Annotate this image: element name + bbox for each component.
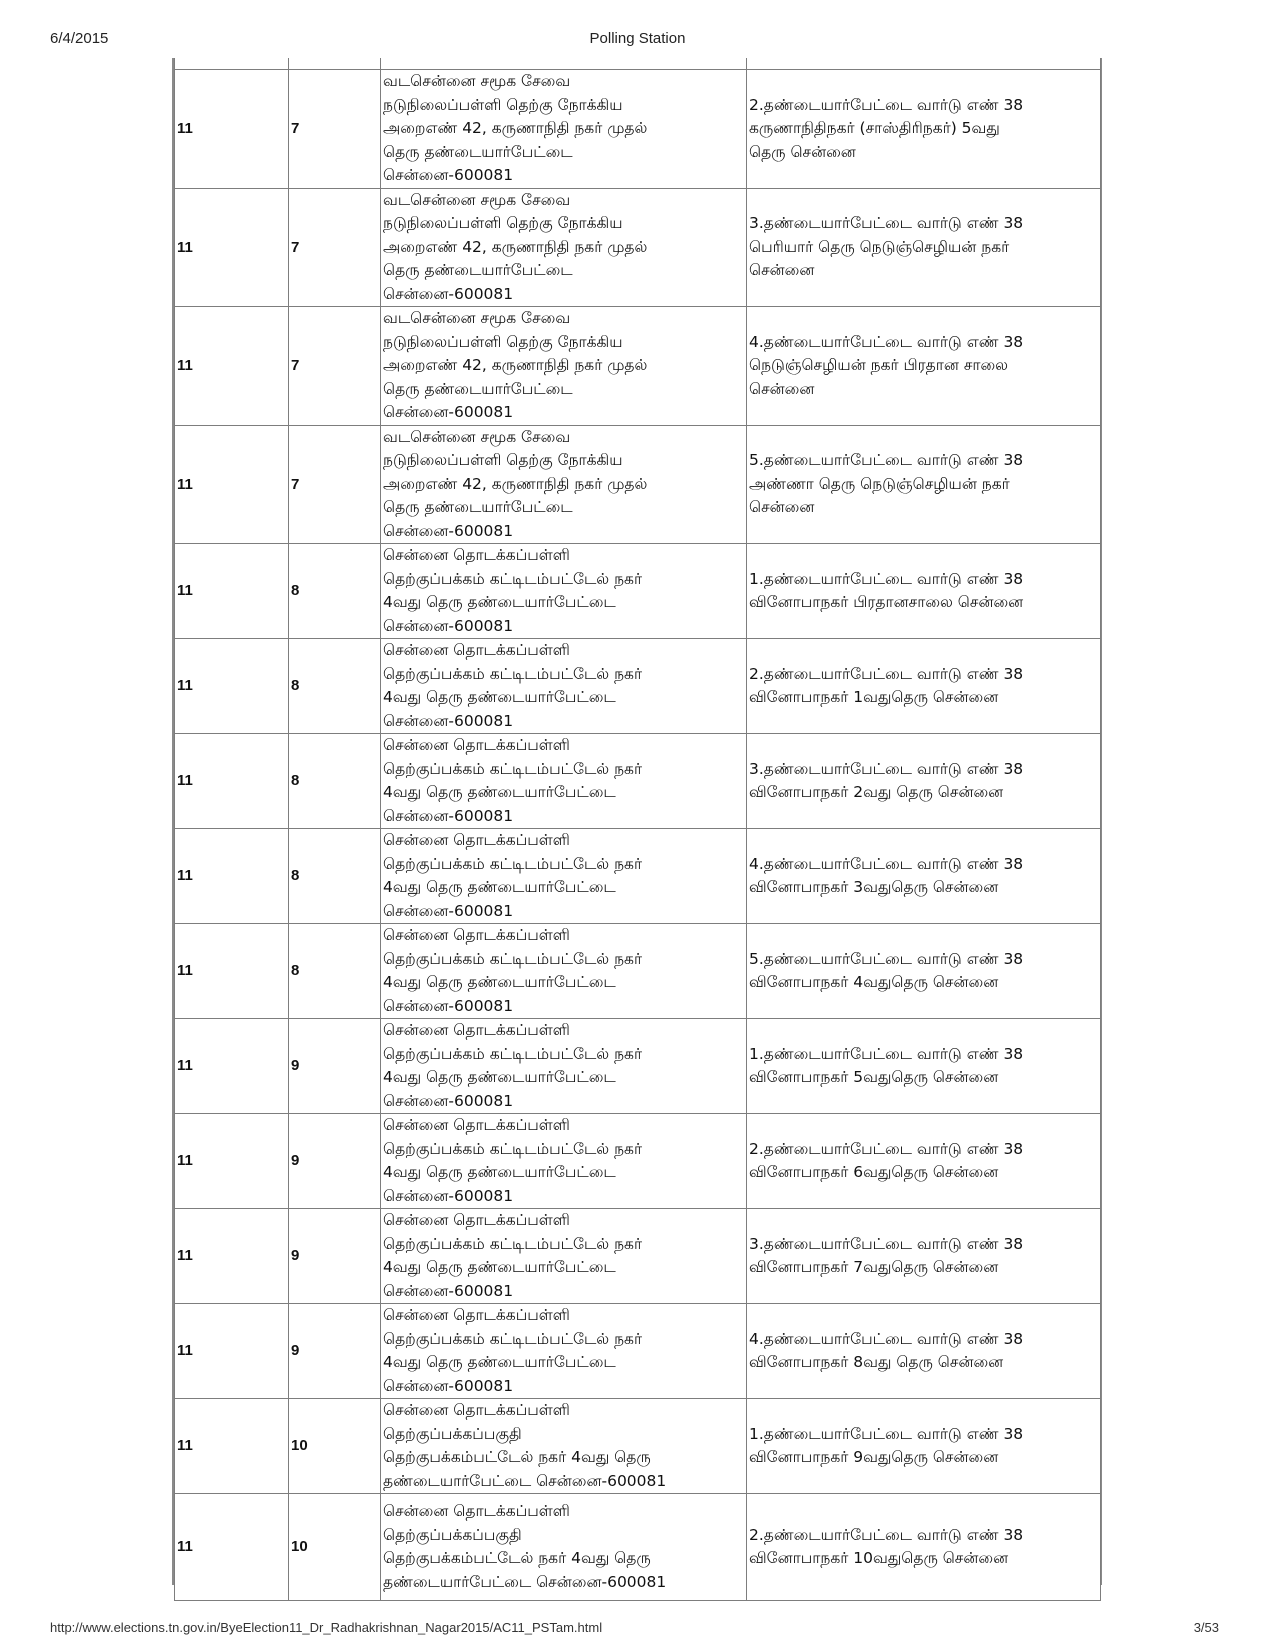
assembly-constituency-no: 11 [175, 924, 289, 1019]
polling-station-address: சென்னை தொடக்கப்பள்ளி தெற்குப்பக்கம் கட்டிடம்பட்டேல் நகர் 4வது தெரு தண்டையார்பேட்டை சென்னை-600081 [381, 1209, 747, 1304]
table-row [175, 1019, 1101, 1114]
polling-station-no: 7 [289, 425, 381, 544]
print-date: 6/4/2015 [50, 30, 109, 47]
source-url: http://www.elections.tn.gov.in/ByeElection11_Dr_Radhakrishnan_Nagar2015/AC11_PSTam.html [50, 1620, 603, 1635]
table-row [175, 544, 1101, 639]
polling-station-no: 7 [289, 307, 381, 426]
assembly-constituency-no: 11 [175, 1399, 289, 1494]
polling-station-no: 10 [289, 1494, 381, 1601]
assembly-constituency-no: 11 [175, 1209, 289, 1304]
assembly-constituency-no: 11 [175, 307, 289, 426]
table-row [175, 1304, 1101, 1399]
assembly-constituency-no: 11 [175, 70, 289, 189]
polling-station-no: 10 [289, 1399, 381, 1494]
polling-station-address: சென்னை தொடக்கப்பள்ளி தெற்குப்பக்கப்பகுதி தெற்குபக்கம்பட்டேல் நகர் 4வது தெரு தண்டையார்பேட்டை சென்னை-600081 [381, 1494, 747, 1601]
table-body [175, 58, 1101, 1601]
polling-station-no: 8 [289, 734, 381, 829]
assembly-constituency-no: 11 [175, 188, 289, 307]
polling-area: 4.தண்டையார்பேட்டை வார்டு எண் 38 வினோபாநகர் 3வதுதெரு சென்னை [747, 829, 1101, 924]
polling-station-address: சென்னை தொடக்கப்பள்ளி தெற்குப்பக்கம் கட்டிடம்பட்டேல் நகர் 4வது தெரு தண்டையார்பேட்டை சென்னை-600081 [381, 829, 747, 924]
polling-station-no: 7 [289, 188, 381, 307]
polling-station-no: 8 [289, 544, 381, 639]
table-row [175, 734, 1101, 829]
polling-station-address: சென்னை தொடக்கப்பள்ளி தெற்குப்பக்கம் கட்டிடம்பட்டேல் நகர் 4வது தெரு தண்டையார்பேட்டை சென்னை-600081 [381, 1019, 747, 1114]
table-row [175, 1114, 1101, 1209]
polling-station-address: சென்னை தொடக்கப்பள்ளி தெற்குப்பக்கம் கட்டிடம்பட்டேல் நகர் 4வது தெரு தண்டையார்பேட்டை சென்னை-600081 [381, 1114, 747, 1209]
polling-area: 4.தண்டையார்பேட்டை வார்டு எண் 38 நெடுஞ்செழியன் நகர் பிரதான சாலை சென்னை [747, 307, 1101, 426]
assembly-constituency-no: 11 [175, 1019, 289, 1114]
polling-area: 5.தண்டையார்பேட்டை வார்டு எண் 38 அண்ணா தெரு நெடுஞ்செழியன் நகர் சென்னை [747, 425, 1101, 544]
assembly-constituency-no: 11 [175, 1114, 289, 1209]
table-row [175, 1209, 1101, 1304]
assembly-constituency-no: 11 [175, 829, 289, 924]
polling-area: 2.தண்டையார்பேட்டை வார்டு எண் 38 வினோபாநகர் 6வதுதெரு சென்னை [747, 1114, 1101, 1209]
polling-area: 1.தண்டையார்பேட்டை வார்டு எண் 38 வினோபாநகர் 5வதுதெரு சென்னை [747, 1019, 1101, 1114]
table-row [175, 425, 1101, 544]
polling-station-address: சென்னை தொடக்கப்பள்ளி தெற்குப்பக்கம் கட்டிடம்பட்டேல் நகர் 4வது தெரு தண்டையார்பேட்டை சென்னை-600081 [381, 924, 747, 1019]
polling-station-no: 7 [289, 70, 381, 189]
polling-area: 1.தண்டையார்பேட்டை வார்டு எண் 38 வினோபாநகர் 9வதுதெரு சென்னை [747, 1399, 1101, 1494]
polling-area: 4.தண்டையார்பேட்டை வார்டு எண் 38 வினோபாநகர் 8வது தெரு சென்னை [747, 1304, 1101, 1399]
polling-station-no: 9 [289, 1019, 381, 1114]
table-row [175, 307, 1101, 426]
table-row [175, 924, 1101, 1019]
polling-area: 1.தண்டையார்பேட்டை வார்டு எண் 38 வினோபாநகர் பிரதானசாலை சென்னை [747, 544, 1101, 639]
polling-area: 2.தண்டையார்பேட்டை வார்டு எண் 38 வினோபாநகர் 10வதுதெரு சென்னை [747, 1494, 1101, 1601]
polling-area: 3.தண்டையார்பேட்டை வார்டு எண் 38 வினோபாநகர் 2வது தெரு சென்னை [747, 734, 1101, 829]
polling-station-address: வடசென்னை சமூக சேவை நடுநிலைப்பள்ளி தெற்கு நோக்கிய அறைஎண் 42, கருணாநிதி நகர் முதல் தெரு தண்டையார்பேட்டை சென்னை-600081 [381, 188, 747, 307]
polling-station-table [172, 58, 1102, 1591]
polling-station-no: 8 [289, 639, 381, 734]
assembly-constituency-no: 11 [175, 734, 289, 829]
polling-station-address: சென்னை தொடக்கப்பள்ளி தெற்குப்பக்கம் கட்டிடம்பட்டேல் நகர் 4வது தெரு தண்டையார்பேட்டை சென்னை-600081 [381, 734, 747, 829]
polling-station-address: வடசென்னை சமூக சேவை நடுநிலைப்பள்ளி தெற்கு நோக்கிய அறைஎண் 42, கருணாநிதி நகர் முதல் தெரு தண்டையார்பேட்டை சென்னை-600081 [381, 70, 747, 189]
polling-station-address: சென்னை தொடக்கப்பள்ளி தெற்குப்பக்கம் கட்டிடம்பட்டேல் நகர் 4வது தெரு தண்டையார்பேட்டை சென்னை-600081 [381, 544, 747, 639]
table-row [175, 829, 1101, 924]
polling-area: 3.தண்டையார்பேட்டை வார்டு எண் 38 வினோபாநகர் 7வதுதெரு சென்னை [747, 1209, 1101, 1304]
polling-station-no: 9 [289, 1304, 381, 1399]
polling-area: 5.தண்டையார்பேட்டை வார்டு எண் 38 வினோபாநகர் 4வதுதெரு சென்னை [747, 924, 1101, 1019]
polling-station-address: சென்னை தொடக்கப்பள்ளி தெற்குப்பக்கம் கட்டிடம்பட்டேல் நகர் 4வது தெரு தண்டையார்பேட்டை சென்னை-600081 [381, 1304, 747, 1399]
assembly-constituency-no: 11 [175, 544, 289, 639]
page-number: 3/53 [1193, 1620, 1219, 1635]
assembly-constituency-no: 11 [175, 1494, 289, 1601]
table-row [175, 639, 1101, 734]
polling-station-no: 9 [289, 1209, 381, 1304]
assembly-constituency-no: 11 [175, 639, 289, 734]
table-row [175, 1399, 1101, 1494]
polling-area: 2.தண்டையார்பேட்டை வார்டு எண் 38 வினோபாநகர் 1வதுதெரு சென்னை [747, 639, 1101, 734]
table-row [175, 1494, 1101, 1601]
polling-station-no: 8 [289, 829, 381, 924]
polling-station-address: வடசென்னை சமூக சேவை நடுநிலைப்பள்ளி தெற்கு நோக்கிய அறைஎண் 42, கருணாநிதி நகர் முதல் தெரு தண்டையார்பேட்டை சென்னை-600081 [381, 425, 747, 544]
table-row [175, 70, 1101, 189]
polling-station-address: சென்னை தொடக்கப்பள்ளி தெற்குப்பக்கம் கட்டிடம்பட்டேல் நகர் 4வது தெரு தண்டையார்பேட்டை சென்னை-600081 [381, 639, 747, 734]
polling-station-no: 8 [289, 924, 381, 1019]
assembly-constituency-no: 11 [175, 425, 289, 544]
table-row [175, 188, 1101, 307]
polling-area: 3.தண்டையார்பேட்டை வார்டு எண் 38 பெரியார் தெரு நெடுஞ்செழியன் நகர் சென்னை [747, 188, 1101, 307]
page-title: Polling Station [589, 30, 686, 47]
polling-station-no: 9 [289, 1114, 381, 1209]
table-continuation-row [175, 58, 1101, 70]
polling-area: 2.தண்டையார்பேட்டை வார்டு எண் 38 கருணாநிதிநகர் (சாஸ்திரிநகர்) 5வது தெரு சென்னை [747, 70, 1101, 189]
assembly-constituency-no: 11 [175, 1304, 289, 1399]
polling-station-address: வடசென்னை சமூக சேவை நடுநிலைப்பள்ளி தெற்கு நோக்கிய அறைஎண் 42, கருணாநிதி நகர் முதல் தெரு தண்டையார்பேட்டை சென்னை-600081 [381, 307, 747, 426]
polling-station-address: சென்னை தொடக்கப்பள்ளி தெற்குப்பக்கப்பகுதி தெற்குபக்கம்பட்டேல் நகர் 4வது தெரு தண்டையார்பேட்டை சென்னை-600081 [381, 1399, 747, 1494]
